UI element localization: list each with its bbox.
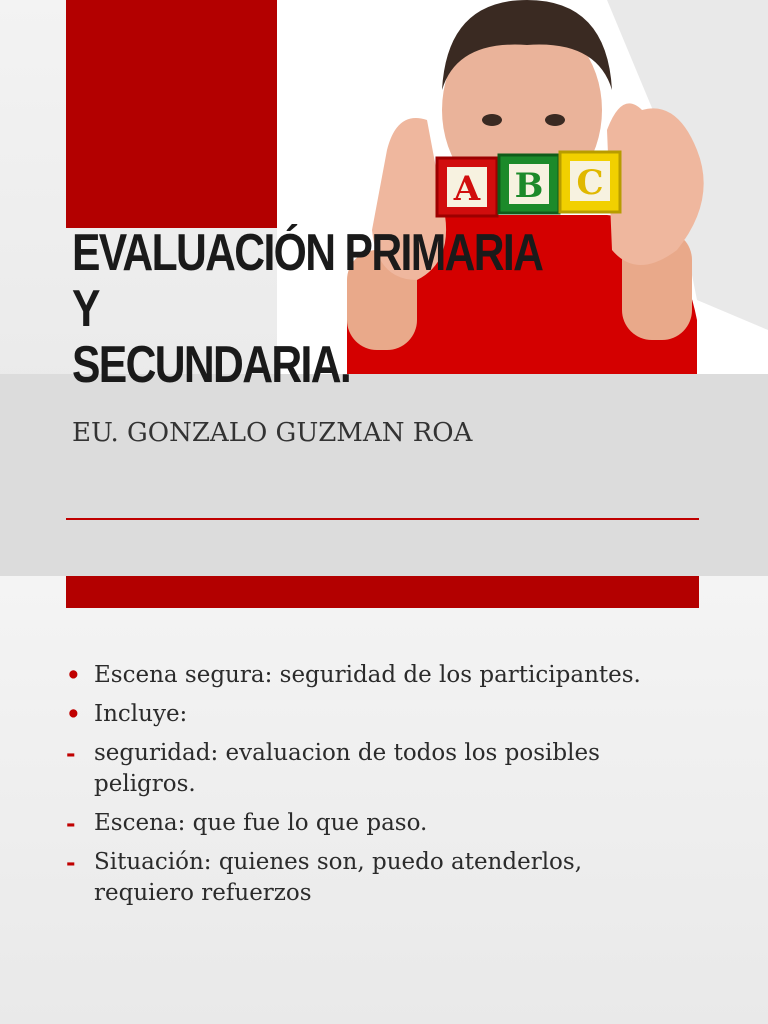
list-item-text: Situación: quienes son, puedo atenderlos, requiero refuerzos — [94, 849, 583, 906]
list-item-text: seguridad: evaluacion de todos los posibles peligros. — [94, 740, 600, 797]
list-item — [64, 699, 684, 730]
svg-text:B: B — [514, 166, 544, 206]
list-item — [64, 808, 684, 839]
bullet-list — [64, 660, 684, 917]
dash-marker: - — [66, 740, 76, 767]
author-subtitle: EU. GONZALO GUZMAN ROA — [72, 418, 473, 448]
dash-marker: - — [66, 810, 76, 837]
slide-title — [72, 225, 564, 393]
list-item — [64, 847, 684, 909]
gray-band — [0, 374, 768, 576]
title-line: EVALUACIÓN PRIMARIA Y — [72, 224, 541, 338]
list-item — [64, 738, 684, 800]
list-item — [64, 660, 684, 691]
title-line: SECUNDARIA. — [72, 336, 351, 394]
list-item-text: Incluye: — [94, 701, 188, 727]
bullet-marker: • — [66, 662, 81, 689]
list-item-text: Escena segura: seguridad de los participantes. — [94, 662, 641, 688]
accent-red-block — [66, 0, 277, 228]
bullet-marker: • — [66, 701, 81, 728]
header-red-bar — [66, 576, 699, 608]
svg-text:A: A — [453, 169, 481, 209]
svg-text:C: C — [576, 163, 604, 203]
list-item-text: Escena: que fue lo que paso. — [94, 810, 428, 836]
content-slide — [0, 576, 768, 1024]
dash-marker: - — [66, 849, 76, 876]
red-divider — [66, 518, 699, 520]
